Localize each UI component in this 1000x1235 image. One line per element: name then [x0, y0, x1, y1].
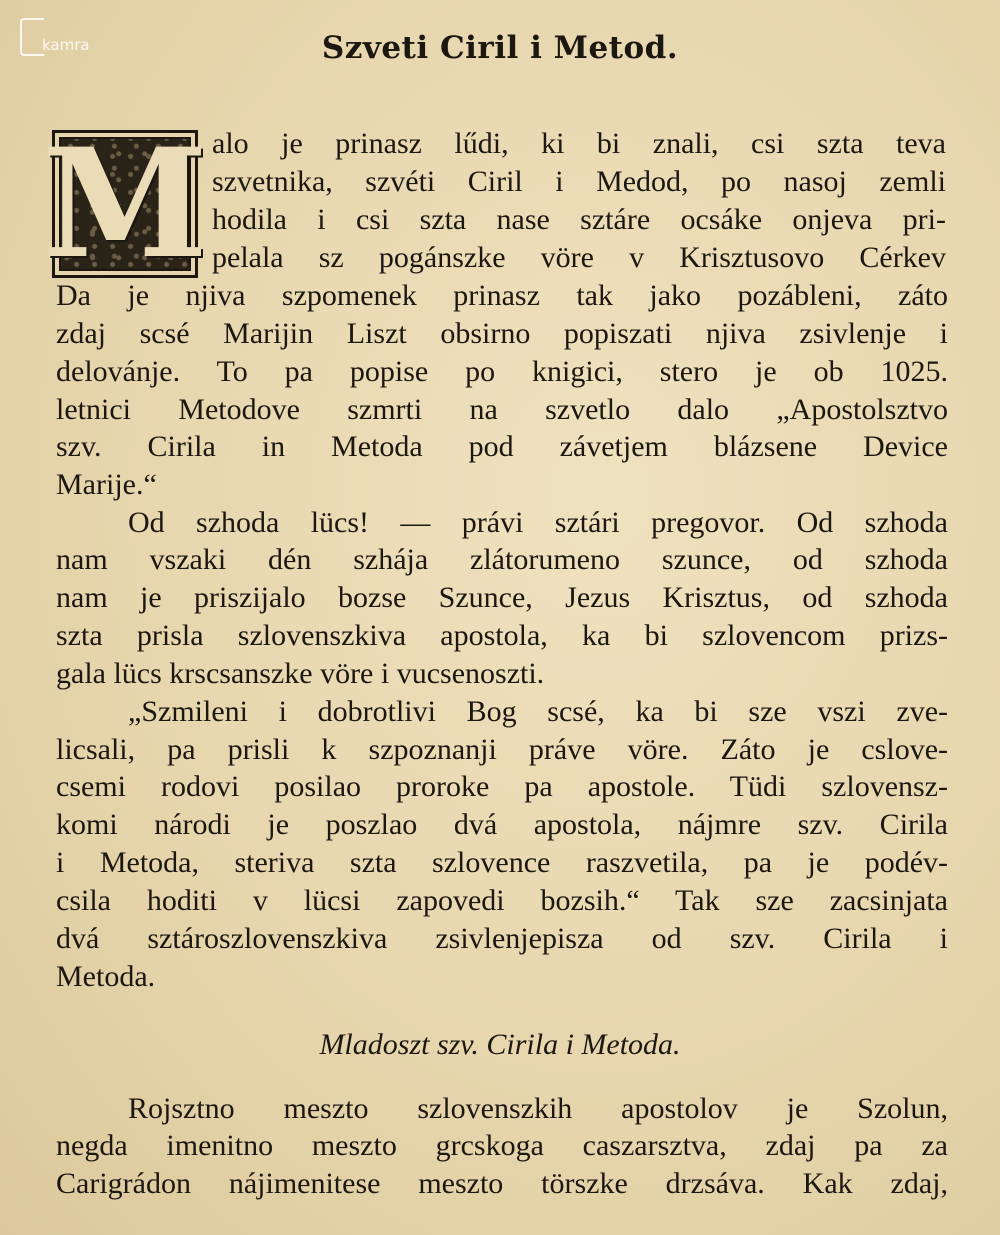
text-line: Rojsztno meszto szlovenszkih apostolov je Szolun, — [128, 1092, 948, 1125]
text-line: csila hoditi v lücsi zapovedi bozsih.“ Tak sze zacsinjata — [56, 884, 948, 917]
text-line: hodila i csi szta nase sztáre ocsáke onjeva pri- — [212, 203, 946, 236]
text-line: delovánje. To pa popise po knigici, stero je ob 1025. — [56, 355, 948, 388]
text-line: i Metoda, steriva szta szlovence raszvetila, pa je podév- — [56, 846, 948, 879]
section-heading: Mladoszt szv. Cirila i Metoda. — [319, 1028, 681, 1061]
text-line: Od szhoda lücs! — právi sztári pregovor. Od szhoda — [128, 506, 948, 539]
text-line: nam vszaki dén szhája zlátorumeno szunce, od szhoda — [56, 543, 948, 576]
text-line: licsali, pa prisli k szpoznanji práve vöre. Záto je cslove- — [56, 733, 948, 766]
text-line: Da je njiva szpomenek prinasz tak jako pozábleni, záto — [56, 279, 948, 312]
text-line: pelala sz pogánszke vöre v Krisztusovo Cérkev — [212, 241, 946, 274]
text-line: szvetnika, szvéti Ciril i Medod, po nasoj zemli — [212, 165, 946, 198]
text-line: letnici Metodove szmrti na szvetlo dalo „Apostolsztvo — [56, 393, 948, 426]
text-line: csemi rodovi posilao proroke pa apostole. Tüdi szlovensz- — [56, 770, 948, 803]
text-line: gala lücs krscsanszke vöre i vucsenoszti. — [56, 657, 545, 690]
drop-cap-ornament — [41, 116, 209, 292]
text-line: Carigrádon nájimenitese meszto törszke drzsáva. Kak zdaj, — [56, 1167, 948, 1200]
page-title: Szveti Ciril i Metod. — [321, 30, 679, 66]
text-line: negda imenitno meszto grcskoga caszarsztva, zdaj pa za — [56, 1129, 948, 1162]
drop-cap-letter: M — [41, 116, 209, 292]
text-line: komi národi je poszlao dvá apostola, nájmre szv. Cirila — [56, 808, 948, 841]
text-line: szta prisla szlovenszkiva apostola, ka bi szlovencom prizs- — [56, 619, 948, 652]
text-line: Metoda. — [56, 960, 156, 993]
text-line: zdaj scsé Marijin Liszt obsirno popiszati njiva zsivlenje i — [56, 317, 948, 350]
text-line: Marije.“ — [56, 468, 157, 501]
text-line: alo je prinasz lűdi, ki bi znali, csi szta teva — [212, 127, 946, 160]
text-line: dvá sztároszlovenszkiva zsivlenjepisza od szv. Cirila i — [56, 922, 948, 955]
text-line: szv. Cirila in Metoda pod závetjem blázsene Device — [56, 430, 948, 463]
watermark-text: kamra — [42, 36, 90, 54]
text-line: „Szmileni i dobrotlivi Bog scsé, ka bi sze vszi zve- — [128, 695, 948, 728]
text-line: nam je priszijalo bozse Szunce, Jezus Krisztus, od szhoda — [56, 581, 948, 614]
